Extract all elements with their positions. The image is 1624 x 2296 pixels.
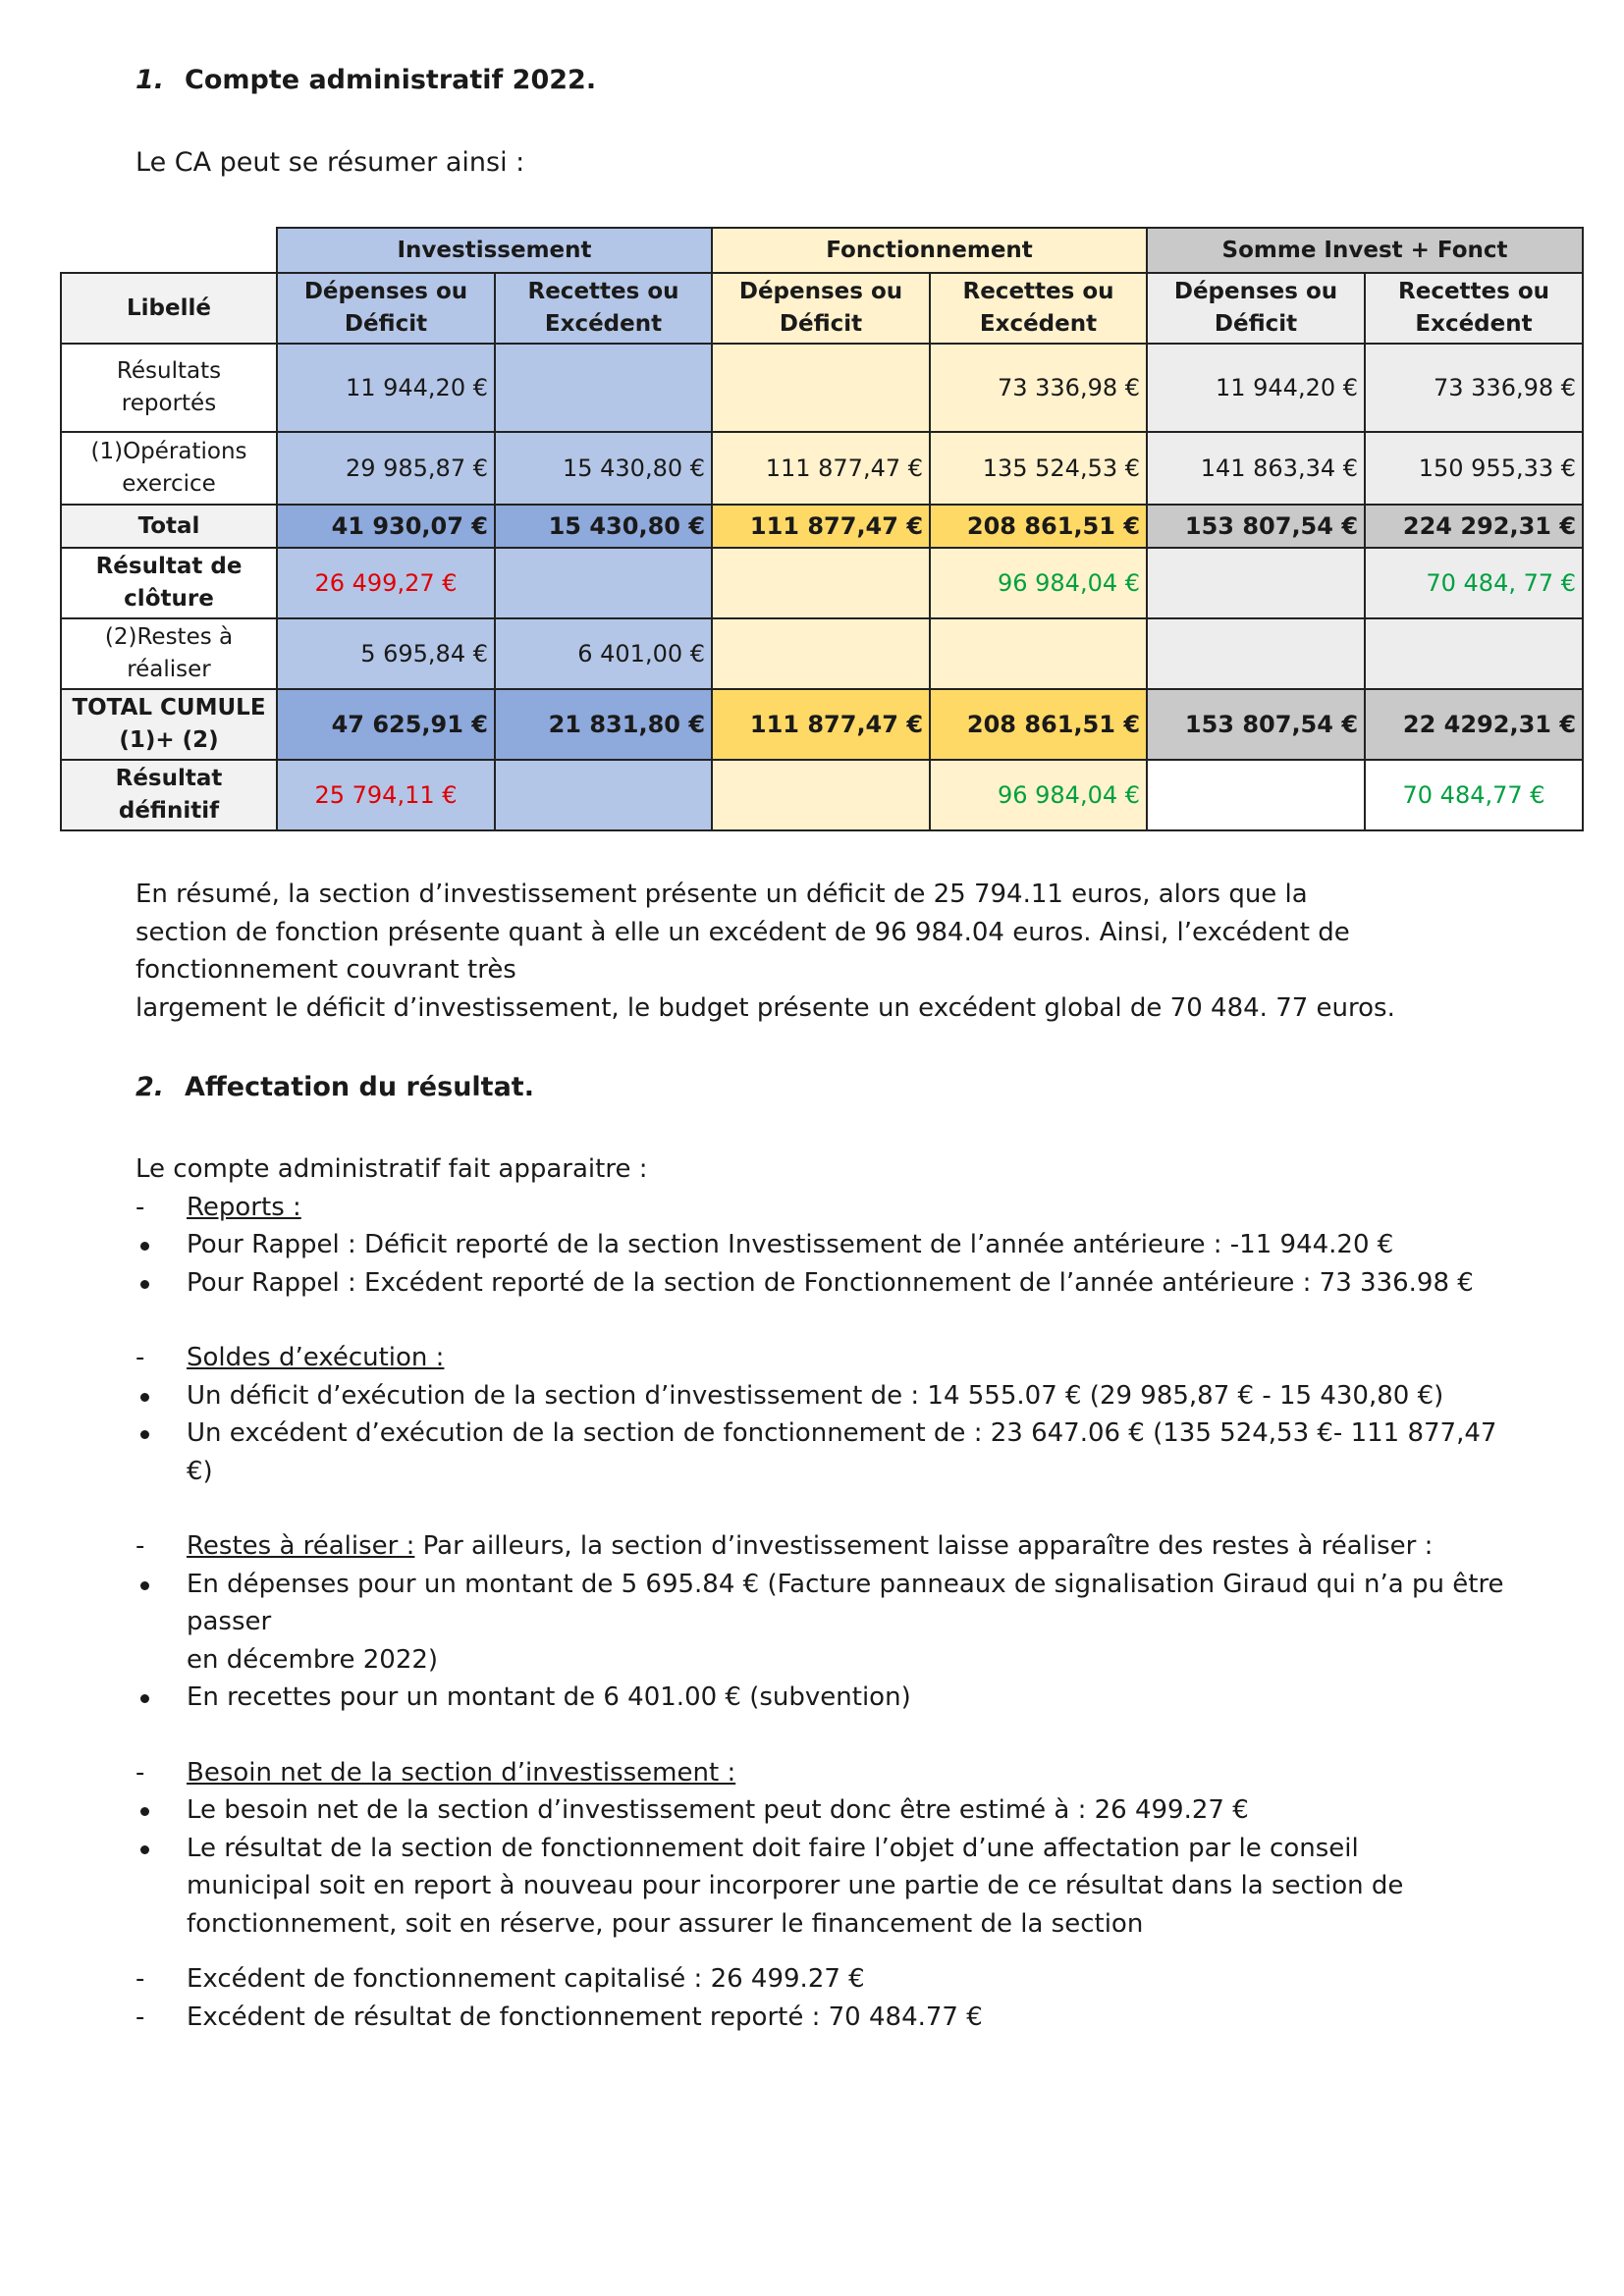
sub-header: Dépenses ou Déficit (1147, 273, 1365, 344)
table-cell (1147, 548, 1365, 618)
table-cell: 15 430,80 € (495, 432, 712, 505)
list-item: En dépenses pour un montant de 5 695.84 € (Facture panneaux de signalisation Giraud qui n’a pu être (187, 1569, 1504, 1599)
sub-header: Recettes ou Excédent (495, 273, 712, 344)
table-cell: 153 807,54 € (1147, 505, 1365, 548)
table-cell: 26 499,27 € (277, 548, 495, 618)
row-label: Résultat de clôture (61, 548, 277, 618)
table-cell: 47 625,91 € (277, 689, 495, 760)
table-cell (712, 618, 930, 689)
row-label: (2)Restes à réaliser (61, 618, 277, 689)
intro-text: Le CA peut se résumer ainsi : (135, 147, 525, 178)
list-item: Un déficit d’exécution de la section d’investissement de : 14 555.07 € (29 985,87 € - 15 430,80 €) (187, 1380, 1444, 1411)
besoin-title: Besoin net de la section d’investissement : (187, 1757, 736, 1788)
summary-line: fonctionnement couvrant très (135, 955, 516, 985)
table-row (61, 432, 1583, 505)
libelle-header: Libellé (61, 273, 277, 344)
table-cell: 11 944,20 € (277, 344, 495, 432)
row-label: Total (61, 505, 277, 548)
reports-title: Reports : (187, 1192, 301, 1222)
table-row (61, 344, 1583, 432)
row-label: (1)Opérations exercice (61, 432, 277, 505)
list-item-continuation: passer (187, 1607, 272, 1636)
section-title: Compte administratif 2022. (185, 65, 597, 95)
table-cell: 208 861,51 € (930, 505, 1147, 548)
list-item-dash: - Excédent de fonctionnement capitalisé : 26 499.27 € (135, 1964, 865, 1994)
list-item-continuation: municipal soit en report à nouveau pour incorporer une partie de ce résultat dans la section de (187, 1871, 1404, 1900)
table-cell: 70 484, 77 € (1365, 548, 1583, 618)
row-label: Résultat définitif (61, 760, 277, 830)
restes-text: Par ailleurs, la section d’investissement laisse apparaître des restes à réaliser : (414, 1531, 1434, 1561)
table-cell (1147, 760, 1365, 830)
table-cell: 6 401,00 € (495, 618, 712, 689)
table-cell: 153 807,54 € (1147, 689, 1365, 760)
summary-paragraph (135, 876, 1412, 1027)
table-cell: 11 944,20 € (1147, 344, 1365, 432)
section-number: 2. (135, 1072, 165, 1102)
table-row (61, 760, 1583, 830)
list-item: Pour Rappel : Déficit reporté de la section Investissement de l’année antérieure : -11 944.20 € (187, 1230, 1394, 1259)
table-cell: 96 984,04 € (930, 548, 1147, 618)
table-row-total (61, 505, 1583, 548)
section-1-heading (135, 65, 596, 95)
table-cell: 70 484,77 € (1365, 760, 1583, 830)
row-label: Résultats reportés (61, 344, 277, 432)
table-cell: 224 292,31 € (1365, 505, 1583, 548)
list-heading-reports: - Reports : (135, 1192, 301, 1222)
table-cell: 150 955,33 € (1365, 432, 1583, 505)
restes-title: Restes à réaliser : (187, 1531, 415, 1561)
table-cell: 21 831,80 € (495, 689, 712, 760)
list-heading-soldes: - Soldes d’exécution : (135, 1343, 445, 1372)
affectation-block (135, 1150, 1504, 2036)
table-cell: 29 985,87 € (277, 432, 495, 505)
table-cell: 141 863,34 € (1147, 432, 1365, 505)
table-row (61, 618, 1583, 689)
list-item: Pour Rappel : Excédent reporté de la section de Fonctionnement de l’année antérieure : 73 336.98 € (187, 1267, 1474, 1298)
list-item-continuation: fonctionnement, soit en réserve, pour assurer le financement de la section (187, 1908, 1144, 1939)
table-corner (61, 228, 277, 273)
list-heading-besoin: - Besoin net de la section d’investissement : (135, 1757, 736, 1788)
ca-summary-table (60, 227, 1584, 831)
list-item: Le besoin net de la section d’investissement peut donc être estimé à : 26 499.27 € (187, 1795, 1249, 1825)
table-cell (1365, 618, 1583, 689)
list-heading-restes: - Restes à réaliser : Par ailleurs, la section d’investissement laisse apparaître des restes à réaliser : (135, 1531, 1434, 1561)
affectation-intro: Le compte administratif fait apparaitre : (135, 1154, 648, 1184)
table-cell (930, 618, 1147, 689)
sub-header: Dépenses ou Déficit (277, 273, 495, 344)
table-cell: 135 524,53 € (930, 432, 1147, 505)
table-cell (495, 344, 712, 432)
group-header-somme: Somme Invest + Fonct (1147, 228, 1583, 273)
summary-line: En résumé, la section d’investissement présente un déficit de 25 794.11 euros, alors que la (135, 880, 1308, 909)
sub-header: Recettes ou Excédent (1365, 273, 1583, 344)
table-cell (495, 548, 712, 618)
table-cell: 111 877,47 € (712, 505, 930, 548)
table-cell: 5 695,84 € (277, 618, 495, 689)
table-cell: 208 861,51 € (930, 689, 1147, 760)
list-item-dash: - Excédent de résultat de fonctionnement reporté : 70 484.77 € (135, 2002, 983, 2032)
row-label: TOTAL CUMULE (1)+ (2) (61, 689, 277, 760)
table-cell: 15 430,80 € (495, 505, 712, 548)
table-cell: 22 4292,31 € (1365, 689, 1583, 760)
section-title: Affectation du résultat. (185, 1072, 534, 1102)
table-cell: 111 877,47 € (712, 432, 930, 505)
sub-header: Recettes ou Excédent (930, 273, 1147, 344)
table-cell: 73 336,98 € (930, 344, 1147, 432)
list-item-continuation: €) (187, 1456, 213, 1486)
table-cell (712, 760, 930, 830)
summary-line: largement le déficit d’investissement, le budget présente un excédent global de 70 484. 77 euros. (135, 992, 1395, 1023)
list-item-continuation: en décembre 2022) (187, 1644, 439, 1675)
list-item: Un excédent d’exécution de la section de fonctionnement de : 23 647.06 € (135 524,53 €- 111 877,47 (187, 1418, 1497, 1448)
summary-line: section de fonction présente quant à elle un excédent de 96 984.04 euros. Ainsi, l’excédent de (135, 917, 1350, 947)
table-row (61, 548, 1583, 618)
sub-header: Dépenses ou Déficit (712, 273, 930, 344)
group-header-fonctionnement: Fonctionnement (712, 228, 1147, 273)
section-number: 1. (135, 65, 165, 95)
table-cell: 73 336,98 € (1365, 344, 1583, 432)
table-cell: 41 930,07 € (277, 505, 495, 548)
list-item: Le résultat de la section de fonctionnement doit faire l’objet d’une affectation par le conseil (187, 1833, 1359, 1863)
table-cell: 111 877,47 € (712, 689, 930, 760)
table-cell (495, 760, 712, 830)
table-cell (1147, 618, 1365, 689)
group-header-investissement: Investissement (277, 228, 712, 273)
list-item: En recettes pour un montant de 6 401.00 € (subvention) (187, 1682, 911, 1712)
section-2-heading (135, 1072, 534, 1102)
soldes-title: Soldes d’exécution : (187, 1343, 445, 1372)
table-cell: 96 984,04 € (930, 760, 1147, 830)
table-cell (712, 344, 930, 432)
table-cell: 25 794,11 € (277, 760, 495, 830)
table-cell (712, 548, 930, 618)
table-row-total-cumule (61, 689, 1583, 760)
